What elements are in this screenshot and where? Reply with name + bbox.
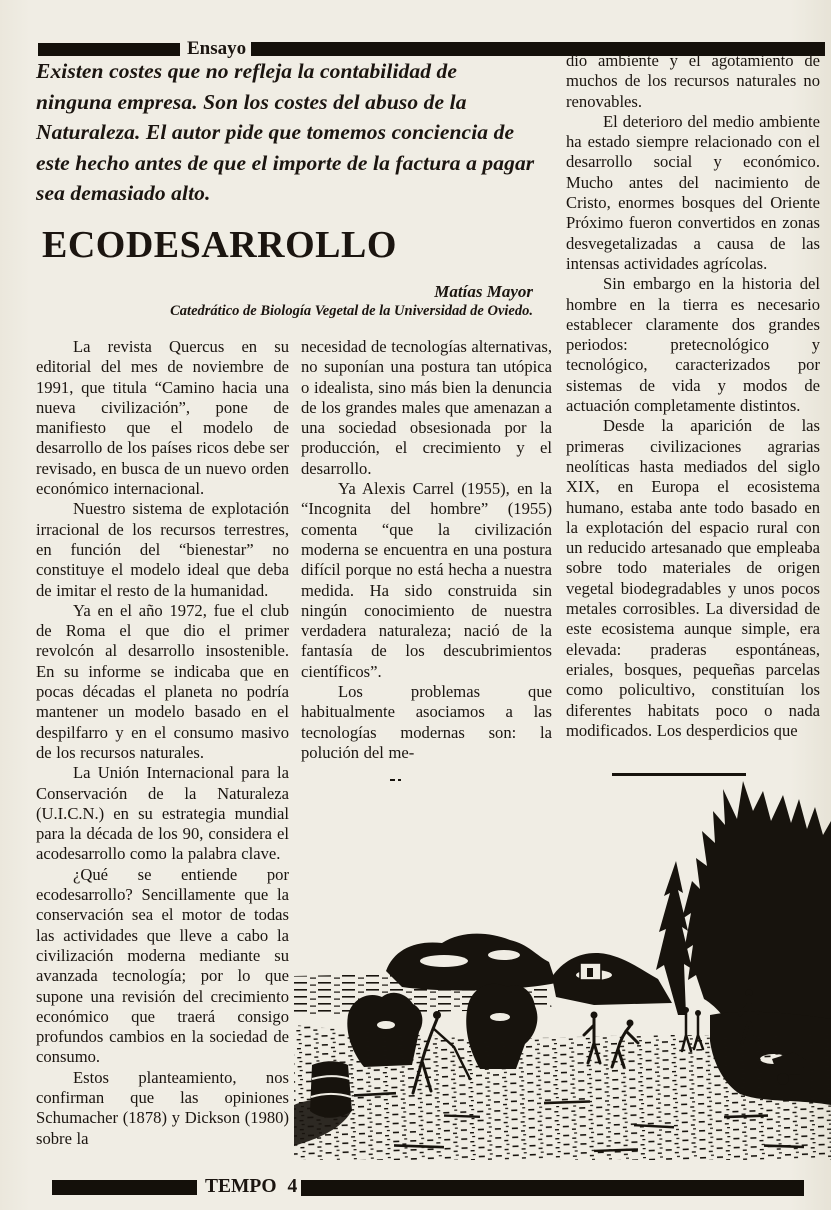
article-title: ECODESARROLLO — [42, 224, 397, 266]
conifer-trees — [656, 781, 831, 1035]
magazine-name: TEMPO — [205, 1176, 277, 1197]
body-paragraph: dio ambiente y el agotamiento de muchos de los recursos naturales no renovables. — [566, 51, 820, 111]
author-byline: Matías Mayor — [434, 282, 533, 301]
body-paragraph: Estos planteamiento, nos confirman que las opiniones Schumacher (1878) y Dickson (1980) sobre la — [36, 1067, 289, 1148]
body-paragraph: El deterioro del medio ambiente ha estado siempre relacionado con el desarrollo social y económico. Mucho antes del nacimiento de Cristo, enormes bosques del Oriente Próximo fueron convertidos en zonas desvegetalizadas a causa de las intensas actividades agrícolas. — [566, 111, 820, 273]
body-paragraph: Nuestro sistema de explotación irracional de los recursos terrestres, en función del “bienestar” no constituye el modelo ideal que deba de imitar el resto de la humanidad. — [36, 499, 289, 600]
body-column-right — [566, 51, 820, 759]
body-paragraph: Desde la aparición de las primeras civilizaciones agrarias neolíticas hasta mediados del siglo XIX, en Europa el ecosistema humano, estaba ante todo basado en la explotación del espacio rural con un reducido artesanado que empleaba sobre todo materiales de origen vegetal biodegradables y unos pocos metales corrosibles. La diversidad de este ecosistema aunque simple, era elevada: praderas espontáneas, eriales, bosques, pequeñas parcelas como policultivo, constituían los diferentes habitats poco o nada modificados. Los desperdicios que — [566, 416, 820, 740]
body-paragraph: Los problemas que habitualmente asociamos a las tecnologías modernas son: la polución del me- — [301, 682, 552, 762]
body-paragraph: Ya en el año 1972, fue el club de Roma el que dio el primer revolcón al desarrollo insostenible. En su informe se indicaba que en pocas décadas el planeta no podría mantener un modelo basado en el despilfarro y en el consumo masivo de los recursos naturales. — [36, 600, 289, 762]
page-number: 4 — [287, 1176, 298, 1197]
body-paragraph: La revista Quercus en su editorial del mes de noviembre de 1991, que titula “Camino hacia una nueva civilización”, pone de manifiesto que el modelo de desarrollo de los países ricos debe ser revisado, en busca de un nuevo orden económico internacional. — [36, 337, 289, 499]
tilled-field — [294, 1025, 831, 1160]
footer-rule-left — [52, 1180, 197, 1195]
body-column-left — [36, 337, 289, 1167]
body-paragraph: necesidad de tecnologías alternativas, no suponían una postura tan utópica o idealista, sino más bien la denuncia de los grandes males que amenazan a una sociedad obsesionada por la producción, el crecimiento y el desarrollo. — [301, 337, 552, 478]
barrel — [310, 1061, 352, 1118]
field-landscape-illustration — [294, 763, 831, 1160]
body-paragraph: Ya Alexis Carrel (1955), en la “Incognita del hombre” (1955) comenta “que la civilización moderna se encuentra en una postura difícil porque no está hecha a nuestra medida. Ha sido construida sin ningún conocimiento de nuestra verdadera naturaleza; nació de la fantasía de los descubrimientos científicos”. — [301, 479, 552, 681]
section-label: Ensayo — [187, 38, 247, 59]
cottage — [580, 963, 601, 980]
header-rule-left — [38, 43, 180, 56]
decorative-rule — [390, 773, 746, 781]
standfirst: Existen costes que no refleja la contabilidad de ninguna empresa. Son los costes del abuso de la Naturaleza. El autor pide que tomemos conciencia de este hecho antes de que el importe de la factura a pagar sea demasiado alto. — [36, 59, 535, 206]
body-paragraph: La Unión Internacional para la Conservación de la Naturaleza (U.I.C.N.) en su estrategia mundial para la década de los 90, considera el acodesarrollo como la palabra clave. — [36, 763, 289, 864]
page-footer — [52, 1177, 804, 1198]
folio — [197, 1177, 301, 1198]
footer-rule-right — [301, 1180, 804, 1196]
author-role: Catedrático de Biología Vegetal de la Universidad de Oviedo. — [170, 303, 533, 319]
body-paragraph: Sin embargo en la historia del hombre en la tierra es necesario establecer claramente dos grandes periodos: pretecnológico y tecnológico, caracterizados por sistemas de vida y modos de actuación completamente distintos. — [566, 274, 820, 416]
body-column-middle — [301, 337, 552, 765]
body-paragraph: ¿Qué se entiende por ecodesarrollo? Sencillamente que la conservación sea el motor de todas las actividades que lleve a cabo la civilización moderna mediante su avanzada tecnología; por lo que supone una revisión del crecimiento económico que traerá consigo profundos cambios en la sociedad de consumo. — [36, 864, 289, 1067]
